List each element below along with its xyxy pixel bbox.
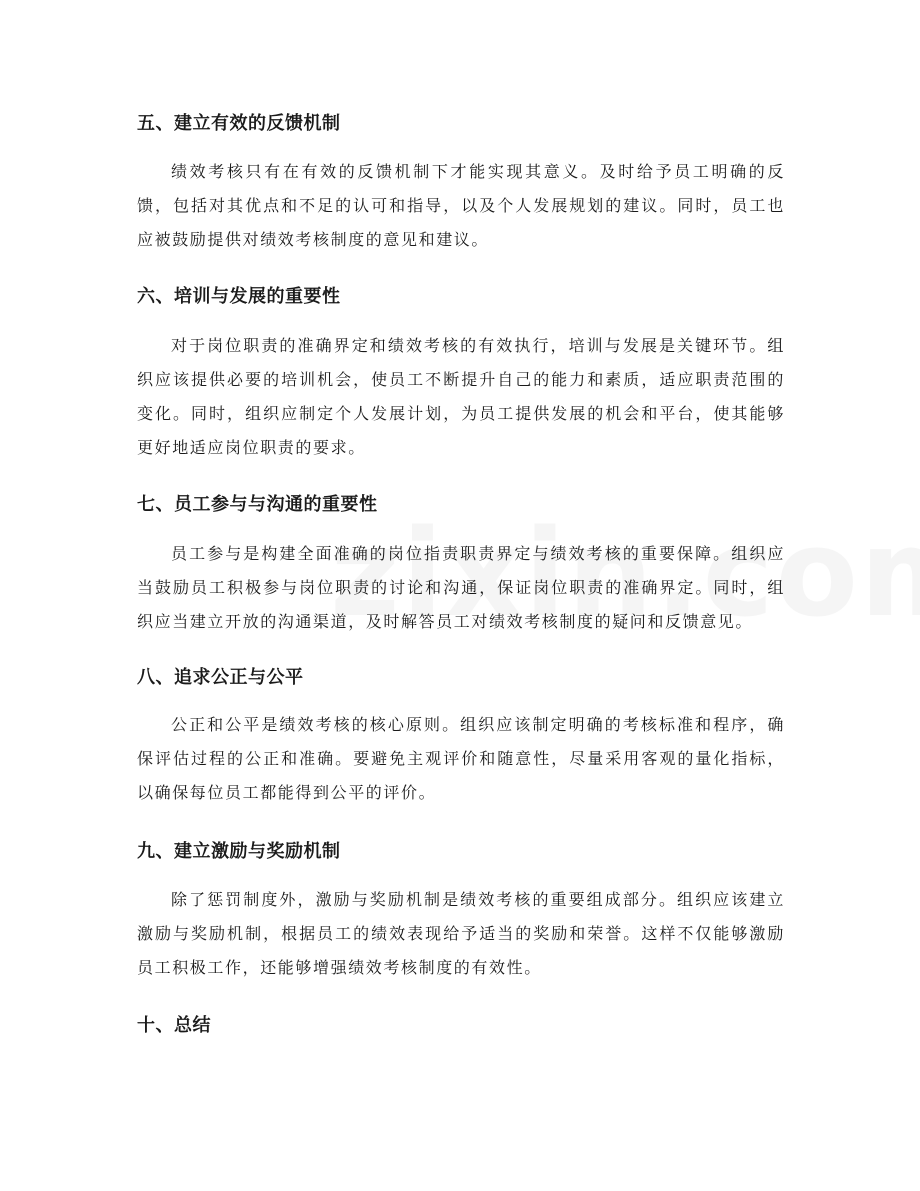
section-heading-6: 六、培训与发展的重要性 [137,286,341,307]
section-paragraph-6: 对于岗位职责的准确界定和绩效考核的有效执行，培训与发展是关键环节。组织应该提供必要的培训机会，使员工不断提升自己的能力和素质，适应职责范围的变化。同时，组织应制定个人发展计划，为员工提供发展的机会和平台，使其能够更好地适应岗位职责的要求。 [137,336,785,457]
section-paragraph-9: 除了惩罚制度外，激励与奖励机制是绩效考核的重要组成部分。组织应该建立激励与奖励机制，根据员工的绩效表现给予适当的奖励和荣誉。这样不仅能够激励员工积极工作，还能够增强绩效考核制度的有效性。 [137,890,785,977]
section-paragraph-7: 员工参与是构建全面准确的岗位指责职责界定与绩效考核的重要保障。组织应当鼓励员工积极参与岗位职责的讨论和沟通，保证岗位职责的准确界定。同时，组织应当建立开放的沟通渠道，及时解答员工对绩效考核制度的疑问和反馈意见。 [137,544,785,631]
section-heading-5: 五、建立有效的反馈机制 [137,113,341,134]
section-heading-7: 七、员工参与与沟通的重要性 [137,494,378,515]
section-paragraph-5: 绩效考核只有在有效的反馈机制下才能实现其意义。及时给予员工明确的反馈，包括对其优点和不足的认可和指导，以及个人发展规划的建议。同时，员工也应被鼓励提供对绩效考核制度的意见和建议。 [137,162,785,249]
section-heading-8: 八、追求公正与公平 [137,667,304,688]
section-paragraph-8: 公正和公平是绩效考核的核心原则。组织应该制定明确的考核标准和程序，确保评估过程的公正和准确。要避免主观评价和随意性，尽量采用客观的量化指标，以确保每位员工都能得到公平的评价。 [137,715,785,802]
section-heading-9: 九、建立激励与奖励机制 [137,841,341,862]
section-heading-10: 十、总结 [137,1015,211,1036]
